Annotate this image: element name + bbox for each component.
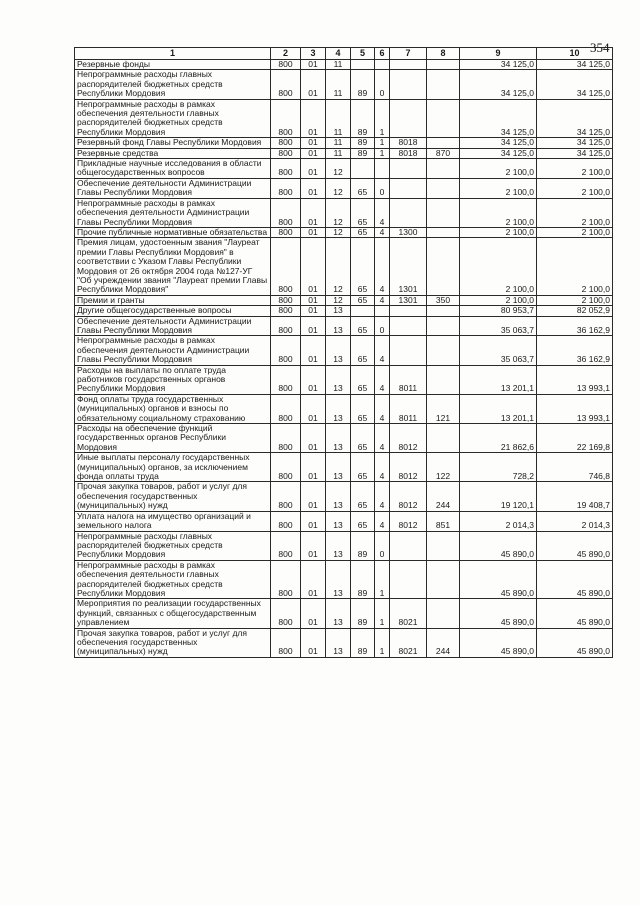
row-program-cell: 65	[351, 295, 375, 305]
row-amount-year1-cell: 45 890,0	[460, 599, 537, 628]
row-section-cell: 01	[301, 70, 326, 99]
row-amount-year2-cell: 45 890,0	[537, 599, 613, 628]
row-section-cell: 01	[301, 336, 326, 365]
row-name-cell: Мероприятия по реализации государственных функций, связанных с общегосударственным управлением	[75, 599, 271, 628]
row-expense-type-cell	[427, 316, 460, 336]
row-amount-year2-cell: 34 125,0	[537, 60, 613, 70]
row-amount-year1-cell: 34 125,0	[460, 70, 537, 99]
row-subsection-cell: 13	[326, 531, 351, 560]
row-amount-year2-cell: 2 100,0	[537, 295, 613, 305]
row-amount-year2-cell: 13 993,1	[537, 394, 613, 423]
row-section-cell: 01	[301, 295, 326, 305]
row-subsection-cell: 11	[326, 99, 351, 138]
row-program-cell: 89	[351, 531, 375, 560]
table-row	[75, 394, 613, 423]
col-header-1: 1	[75, 48, 271, 60]
row-code-cell: 800	[271, 628, 301, 657]
col-header-6: 6	[375, 48, 390, 60]
table-header-row	[75, 48, 613, 60]
row-name-cell: Непрограммные расходы в рамках обеспечения деятельности главных распорядителей бюджетных средств Республики Мордовия	[75, 560, 271, 599]
row-section-cell: 01	[301, 316, 326, 336]
row-subsection-cell: 12	[326, 159, 351, 179]
row-expense-type-cell: 851	[427, 511, 460, 531]
row-amount-year1-cell: 45 890,0	[460, 531, 537, 560]
row-expense-type-cell: 244	[427, 628, 460, 657]
row-direction-cell: 8012	[390, 511, 427, 531]
row-section-cell: 01	[301, 148, 326, 158]
row-name-cell: Уплата налога на имущество организаций и земельного налога	[75, 511, 271, 531]
table-row	[75, 316, 613, 336]
row-code-cell: 800	[271, 336, 301, 365]
row-amount-year1-cell: 34 125,0	[460, 99, 537, 138]
row-section-cell: 01	[301, 394, 326, 423]
table-row	[75, 198, 613, 227]
table-row	[75, 336, 613, 365]
table-row	[75, 148, 613, 158]
row-program-cell	[351, 60, 375, 70]
row-section-cell: 01	[301, 60, 326, 70]
row-subprogram-cell: 4	[375, 336, 390, 365]
table-row	[75, 365, 613, 394]
row-expense-type-cell	[427, 178, 460, 198]
row-direction-cell: 1301	[390, 238, 427, 295]
row-section-cell: 01	[301, 453, 326, 482]
table-row	[75, 295, 613, 305]
row-amount-year2-cell: 36 162,9	[537, 336, 613, 365]
row-subsection-cell: 12	[326, 238, 351, 295]
row-amount-year2-cell: 2 100,0	[537, 238, 613, 295]
row-direction-cell: 8012	[390, 482, 427, 511]
row-subprogram-cell: 4	[375, 227, 390, 237]
row-code-cell: 800	[271, 453, 301, 482]
row-section-cell: 01	[301, 482, 326, 511]
row-name-cell: Непрограммные расходы в рамках обеспечения деятельности главных распорядителей бюджетных средств Республики Мордовия	[75, 99, 271, 138]
row-name-cell: Резервный фонд Главы Республики Мордовия	[75, 138, 271, 148]
row-subsection-cell: 13	[326, 336, 351, 365]
row-expense-type-cell	[427, 306, 460, 316]
row-program-cell	[351, 306, 375, 316]
row-subsection-cell: 13	[326, 628, 351, 657]
row-direction-cell	[390, 306, 427, 316]
row-name-cell: Непрограммные расходы в рамках обеспечения деятельности Администрации Главы Республики Мордовия	[75, 336, 271, 365]
row-amount-year1-cell: 45 890,0	[460, 560, 537, 599]
row-amount-year1-cell: 35 063,7	[460, 316, 537, 336]
row-code-cell: 800	[271, 60, 301, 70]
row-section-cell: 01	[301, 365, 326, 394]
row-name-cell: Фонд оплаты труда государственных (муниципальных) органов и взносы по обязательному социальному страхованию	[75, 394, 271, 423]
row-subprogram-cell: 4	[375, 238, 390, 295]
row-expense-type-cell	[427, 159, 460, 179]
row-subsection-cell: 12	[326, 295, 351, 305]
row-direction-cell	[390, 316, 427, 336]
row-amount-year1-cell: 19 120,1	[460, 482, 537, 511]
row-program-cell: 89	[351, 70, 375, 99]
row-subprogram-cell: 1	[375, 599, 390, 628]
row-code-cell: 800	[271, 560, 301, 599]
row-program-cell: 89	[351, 99, 375, 138]
table-body	[75, 60, 613, 658]
row-code-cell: 800	[271, 227, 301, 237]
row-subprogram-cell: 0	[375, 70, 390, 99]
row-program-cell: 89	[351, 628, 375, 657]
row-subsection-cell: 13	[326, 316, 351, 336]
row-name-cell: Непрограммные расходы главных распорядителей бюджетных средств Республики Мордовия	[75, 531, 271, 560]
row-amount-year2-cell: 45 890,0	[537, 531, 613, 560]
row-expense-type-cell: 870	[427, 148, 460, 158]
row-expense-type-cell	[427, 99, 460, 138]
row-code-cell: 800	[271, 424, 301, 453]
row-name-cell: Премии и гранты	[75, 295, 271, 305]
row-subprogram-cell: 0	[375, 531, 390, 560]
row-program-cell: 65	[351, 394, 375, 423]
table-row	[75, 482, 613, 511]
row-code-cell: 800	[271, 365, 301, 394]
row-code-cell: 800	[271, 138, 301, 148]
row-subsection-cell: 12	[326, 198, 351, 227]
row-amount-year1-cell: 45 890,0	[460, 628, 537, 657]
row-program-cell: 65	[351, 482, 375, 511]
table-row	[75, 628, 613, 657]
row-subprogram-cell: 4	[375, 482, 390, 511]
row-name-cell: Прочая закупка товаров, работ и услуг для обеспечения государственных (муниципальных) нужд	[75, 628, 271, 657]
row-amount-year1-cell: 13 201,1	[460, 365, 537, 394]
row-section-cell: 01	[301, 424, 326, 453]
row-amount-year1-cell: 21 862,6	[460, 424, 537, 453]
row-amount-year1-cell: 2 100,0	[460, 198, 537, 227]
row-program-cell: 89	[351, 138, 375, 148]
row-section-cell: 01	[301, 599, 326, 628]
row-expense-type-cell	[427, 365, 460, 394]
row-code-cell: 800	[271, 159, 301, 179]
row-program-cell: 89	[351, 148, 375, 158]
row-amount-year2-cell: 2 014,3	[537, 511, 613, 531]
row-program-cell: 89	[351, 599, 375, 628]
table-row	[75, 306, 613, 316]
row-amount-year1-cell: 35 063,7	[460, 336, 537, 365]
col-header-3: 3	[301, 48, 326, 60]
col-header-4: 4	[326, 48, 351, 60]
row-amount-year2-cell: 746,8	[537, 453, 613, 482]
row-code-cell: 800	[271, 482, 301, 511]
row-code-cell: 800	[271, 306, 301, 316]
row-section-cell: 01	[301, 227, 326, 237]
row-subsection-cell: 11	[326, 138, 351, 148]
row-name-cell: Премия лицам, удостоенным звания "Лауреат премии Главы Республики Мордовия" в соответствии с Указом Главы Республики Мордовия от 26 октября 2004 года №127-УГ "Об учреждении звания "Лауреат премии Главы Республики Мордовия"	[75, 238, 271, 295]
row-code-cell: 800	[271, 394, 301, 423]
row-name-cell: Прикладные научные исследования в области общегосударственных вопросов	[75, 159, 271, 179]
row-program-cell: 65	[351, 198, 375, 227]
row-expense-type-cell	[427, 60, 460, 70]
row-direction-cell: 8011	[390, 394, 427, 423]
row-direction-cell: 8018	[390, 138, 427, 148]
row-name-cell: Непрограммные расходы главных распорядителей бюджетных средств Республики Мордовия	[75, 70, 271, 99]
row-code-cell: 800	[271, 198, 301, 227]
row-subsection-cell: 11	[326, 60, 351, 70]
col-header-5: 5	[351, 48, 375, 60]
row-subprogram-cell: 4	[375, 394, 390, 423]
row-amount-year2-cell: 2 100,0	[537, 198, 613, 227]
row-section-cell: 01	[301, 138, 326, 148]
col-header-8: 8	[427, 48, 460, 60]
row-subsection-cell: 13	[326, 394, 351, 423]
table-row	[75, 238, 613, 295]
row-amount-year2-cell: 2 100,0	[537, 227, 613, 237]
table-row	[75, 599, 613, 628]
row-subprogram-cell: 1	[375, 628, 390, 657]
row-expense-type-cell	[427, 238, 460, 295]
row-subprogram-cell: 4	[375, 198, 390, 227]
row-section-cell: 01	[301, 531, 326, 560]
row-amount-year1-cell: 80 953,7	[460, 306, 537, 316]
row-amount-year2-cell: 45 890,0	[537, 628, 613, 657]
row-subsection-cell: 13	[326, 511, 351, 531]
row-amount-year2-cell: 45 890,0	[537, 560, 613, 599]
table-row	[75, 531, 613, 560]
row-code-cell: 800	[271, 238, 301, 295]
row-name-cell: Расходы на обеспечение функций государственных органов Республики Мордовия	[75, 424, 271, 453]
row-name-cell: Непрограммные расходы в рамках обеспечения деятельности Администрации Главы Республики Мордовия	[75, 198, 271, 227]
row-subprogram-cell: 4	[375, 295, 390, 305]
row-amount-year2-cell: 22 169,8	[537, 424, 613, 453]
budget-table	[74, 47, 613, 658]
row-expense-type-cell: 122	[427, 453, 460, 482]
row-program-cell: 65	[351, 316, 375, 336]
row-amount-year2-cell: 2 100,0	[537, 159, 613, 179]
row-subprogram-cell: 4	[375, 453, 390, 482]
row-code-cell: 800	[271, 70, 301, 99]
row-program-cell: 65	[351, 453, 375, 482]
col-header-9: 9	[460, 48, 537, 60]
row-section-cell: 01	[301, 628, 326, 657]
row-subprogram-cell: 0	[375, 316, 390, 336]
row-direction-cell	[390, 531, 427, 560]
row-subprogram-cell: 1	[375, 148, 390, 158]
row-subprogram-cell: 4	[375, 424, 390, 453]
row-code-cell: 800	[271, 531, 301, 560]
row-amount-year2-cell: 34 125,0	[537, 138, 613, 148]
row-expense-type-cell: 350	[427, 295, 460, 305]
row-expense-type-cell: 121	[427, 394, 460, 423]
row-subsection-cell: 11	[326, 70, 351, 99]
row-name-cell: Другие общегосударственные вопросы	[75, 306, 271, 316]
row-code-cell: 800	[271, 511, 301, 531]
row-expense-type-cell	[427, 424, 460, 453]
page-number: 354	[590, 40, 610, 55]
row-code-cell: 800	[271, 316, 301, 336]
table-row	[75, 453, 613, 482]
row-subprogram-cell	[375, 60, 390, 70]
row-direction-cell: 8012	[390, 453, 427, 482]
row-subprogram-cell	[375, 306, 390, 316]
row-amount-year1-cell: 13 201,1	[460, 394, 537, 423]
row-name-cell: Резервные средства	[75, 148, 271, 158]
row-amount-year2-cell: 34 125,0	[537, 148, 613, 158]
table-row	[75, 60, 613, 70]
row-amount-year1-cell: 34 125,0	[460, 138, 537, 148]
row-expense-type-cell	[427, 599, 460, 628]
row-direction-cell: 1300	[390, 227, 427, 237]
row-direction-cell	[390, 198, 427, 227]
table-row	[75, 511, 613, 531]
row-direction-cell	[390, 178, 427, 198]
row-amount-year1-cell: 2 014,3	[460, 511, 537, 531]
row-section-cell: 01	[301, 178, 326, 198]
row-amount-year1-cell: 2 100,0	[460, 159, 537, 179]
row-direction-cell	[390, 99, 427, 138]
row-subsection-cell: 13	[326, 424, 351, 453]
row-direction-cell: 8018	[390, 148, 427, 158]
row-name-cell: Прочие публичные нормативные обязательства	[75, 227, 271, 237]
row-direction-cell: 1301	[390, 295, 427, 305]
table-row	[75, 178, 613, 198]
row-expense-type-cell	[427, 70, 460, 99]
row-program-cell: 65	[351, 424, 375, 453]
row-subprogram-cell: 1	[375, 99, 390, 138]
row-amount-year1-cell: 34 125,0	[460, 60, 537, 70]
row-subprogram-cell: 1	[375, 138, 390, 148]
row-name-cell: Обеспечение деятельности Администрации Главы Республики Мордовия	[75, 178, 271, 198]
row-amount-year1-cell: 2 100,0	[460, 178, 537, 198]
row-program-cell: 65	[351, 238, 375, 295]
table-row	[75, 70, 613, 99]
row-subsection-cell: 13	[326, 599, 351, 628]
table-row	[75, 424, 613, 453]
row-amount-year2-cell: 34 125,0	[537, 99, 613, 138]
row-amount-year2-cell: 36 162,9	[537, 316, 613, 336]
row-direction-cell: 8021	[390, 628, 427, 657]
row-subsection-cell: 13	[326, 306, 351, 316]
row-expense-type-cell	[427, 560, 460, 599]
row-name-cell: Расходы на выплаты по оплате труда работников государственных органов Республики Мордовия	[75, 365, 271, 394]
row-subprogram-cell: 1	[375, 560, 390, 599]
row-subprogram-cell: 0	[375, 178, 390, 198]
row-subsection-cell: 13	[326, 560, 351, 599]
table-row	[75, 99, 613, 138]
col-header-10: 10	[537, 48, 613, 60]
row-direction-cell	[390, 336, 427, 365]
row-section-cell: 01	[301, 511, 326, 531]
row-program-cell: 65	[351, 511, 375, 531]
row-amount-year2-cell: 13 993,1	[537, 365, 613, 394]
row-amount-year1-cell: 2 100,0	[460, 238, 537, 295]
row-section-cell: 01	[301, 560, 326, 599]
row-program-cell: 65	[351, 178, 375, 198]
row-expense-type-cell	[427, 227, 460, 237]
table-row	[75, 227, 613, 237]
row-amount-year2-cell: 2 100,0	[537, 178, 613, 198]
row-code-cell: 800	[271, 148, 301, 158]
row-direction-cell: 8012	[390, 424, 427, 453]
row-subprogram-cell	[375, 159, 390, 179]
row-subprogram-cell: 4	[375, 511, 390, 531]
row-name-cell: Иные выплаты персоналу государственных (муниципальных) органов, за исключением фонда оплаты труда	[75, 453, 271, 482]
row-expense-type-cell: 244	[427, 482, 460, 511]
row-name-cell: Обеспечение деятельности Администрации Главы Республики Мордовия	[75, 316, 271, 336]
row-section-cell: 01	[301, 198, 326, 227]
row-subsection-cell: 13	[326, 365, 351, 394]
table-row	[75, 138, 613, 148]
row-program-cell: 89	[351, 560, 375, 599]
table-row	[75, 560, 613, 599]
row-amount-year1-cell: 34 125,0	[460, 148, 537, 158]
row-program-cell	[351, 159, 375, 179]
row-amount-year1-cell: 2 100,0	[460, 227, 537, 237]
row-program-cell: 65	[351, 227, 375, 237]
row-subsection-cell: 11	[326, 148, 351, 158]
row-section-cell: 01	[301, 99, 326, 138]
row-subsection-cell: 12	[326, 178, 351, 198]
row-expense-type-cell	[427, 531, 460, 560]
row-direction-cell: 8021	[390, 599, 427, 628]
table-row	[75, 159, 613, 179]
row-amount-year1-cell: 728,2	[460, 453, 537, 482]
row-subsection-cell: 12	[326, 227, 351, 237]
row-amount-year1-cell: 2 100,0	[460, 295, 537, 305]
row-section-cell: 01	[301, 238, 326, 295]
col-header-2: 2	[271, 48, 301, 60]
row-subsection-cell: 13	[326, 453, 351, 482]
row-name-cell: Прочая закупка товаров, работ и услуг для обеспечения государственных (муниципальных) нужд	[75, 482, 271, 511]
row-code-cell: 800	[271, 99, 301, 138]
row-direction-cell	[390, 60, 427, 70]
row-code-cell: 800	[271, 295, 301, 305]
row-expense-type-cell	[427, 198, 460, 227]
row-amount-year2-cell: 34 125,0	[537, 70, 613, 99]
row-name-cell: Резервные фонды	[75, 60, 271, 70]
row-subsection-cell: 13	[326, 482, 351, 511]
row-code-cell: 800	[271, 178, 301, 198]
row-section-cell: 01	[301, 306, 326, 316]
row-code-cell: 800	[271, 599, 301, 628]
row-expense-type-cell	[427, 138, 460, 148]
row-expense-type-cell	[427, 336, 460, 365]
row-direction-cell: 8011	[390, 365, 427, 394]
row-direction-cell	[390, 560, 427, 599]
col-header-7: 7	[390, 48, 427, 60]
row-program-cell: 65	[351, 365, 375, 394]
row-program-cell: 65	[351, 336, 375, 365]
row-subprogram-cell: 4	[375, 365, 390, 394]
row-direction-cell	[390, 70, 427, 99]
row-section-cell: 01	[301, 159, 326, 179]
row-direction-cell	[390, 159, 427, 179]
row-amount-year2-cell: 82 052,9	[537, 306, 613, 316]
row-amount-year2-cell: 19 408,7	[537, 482, 613, 511]
